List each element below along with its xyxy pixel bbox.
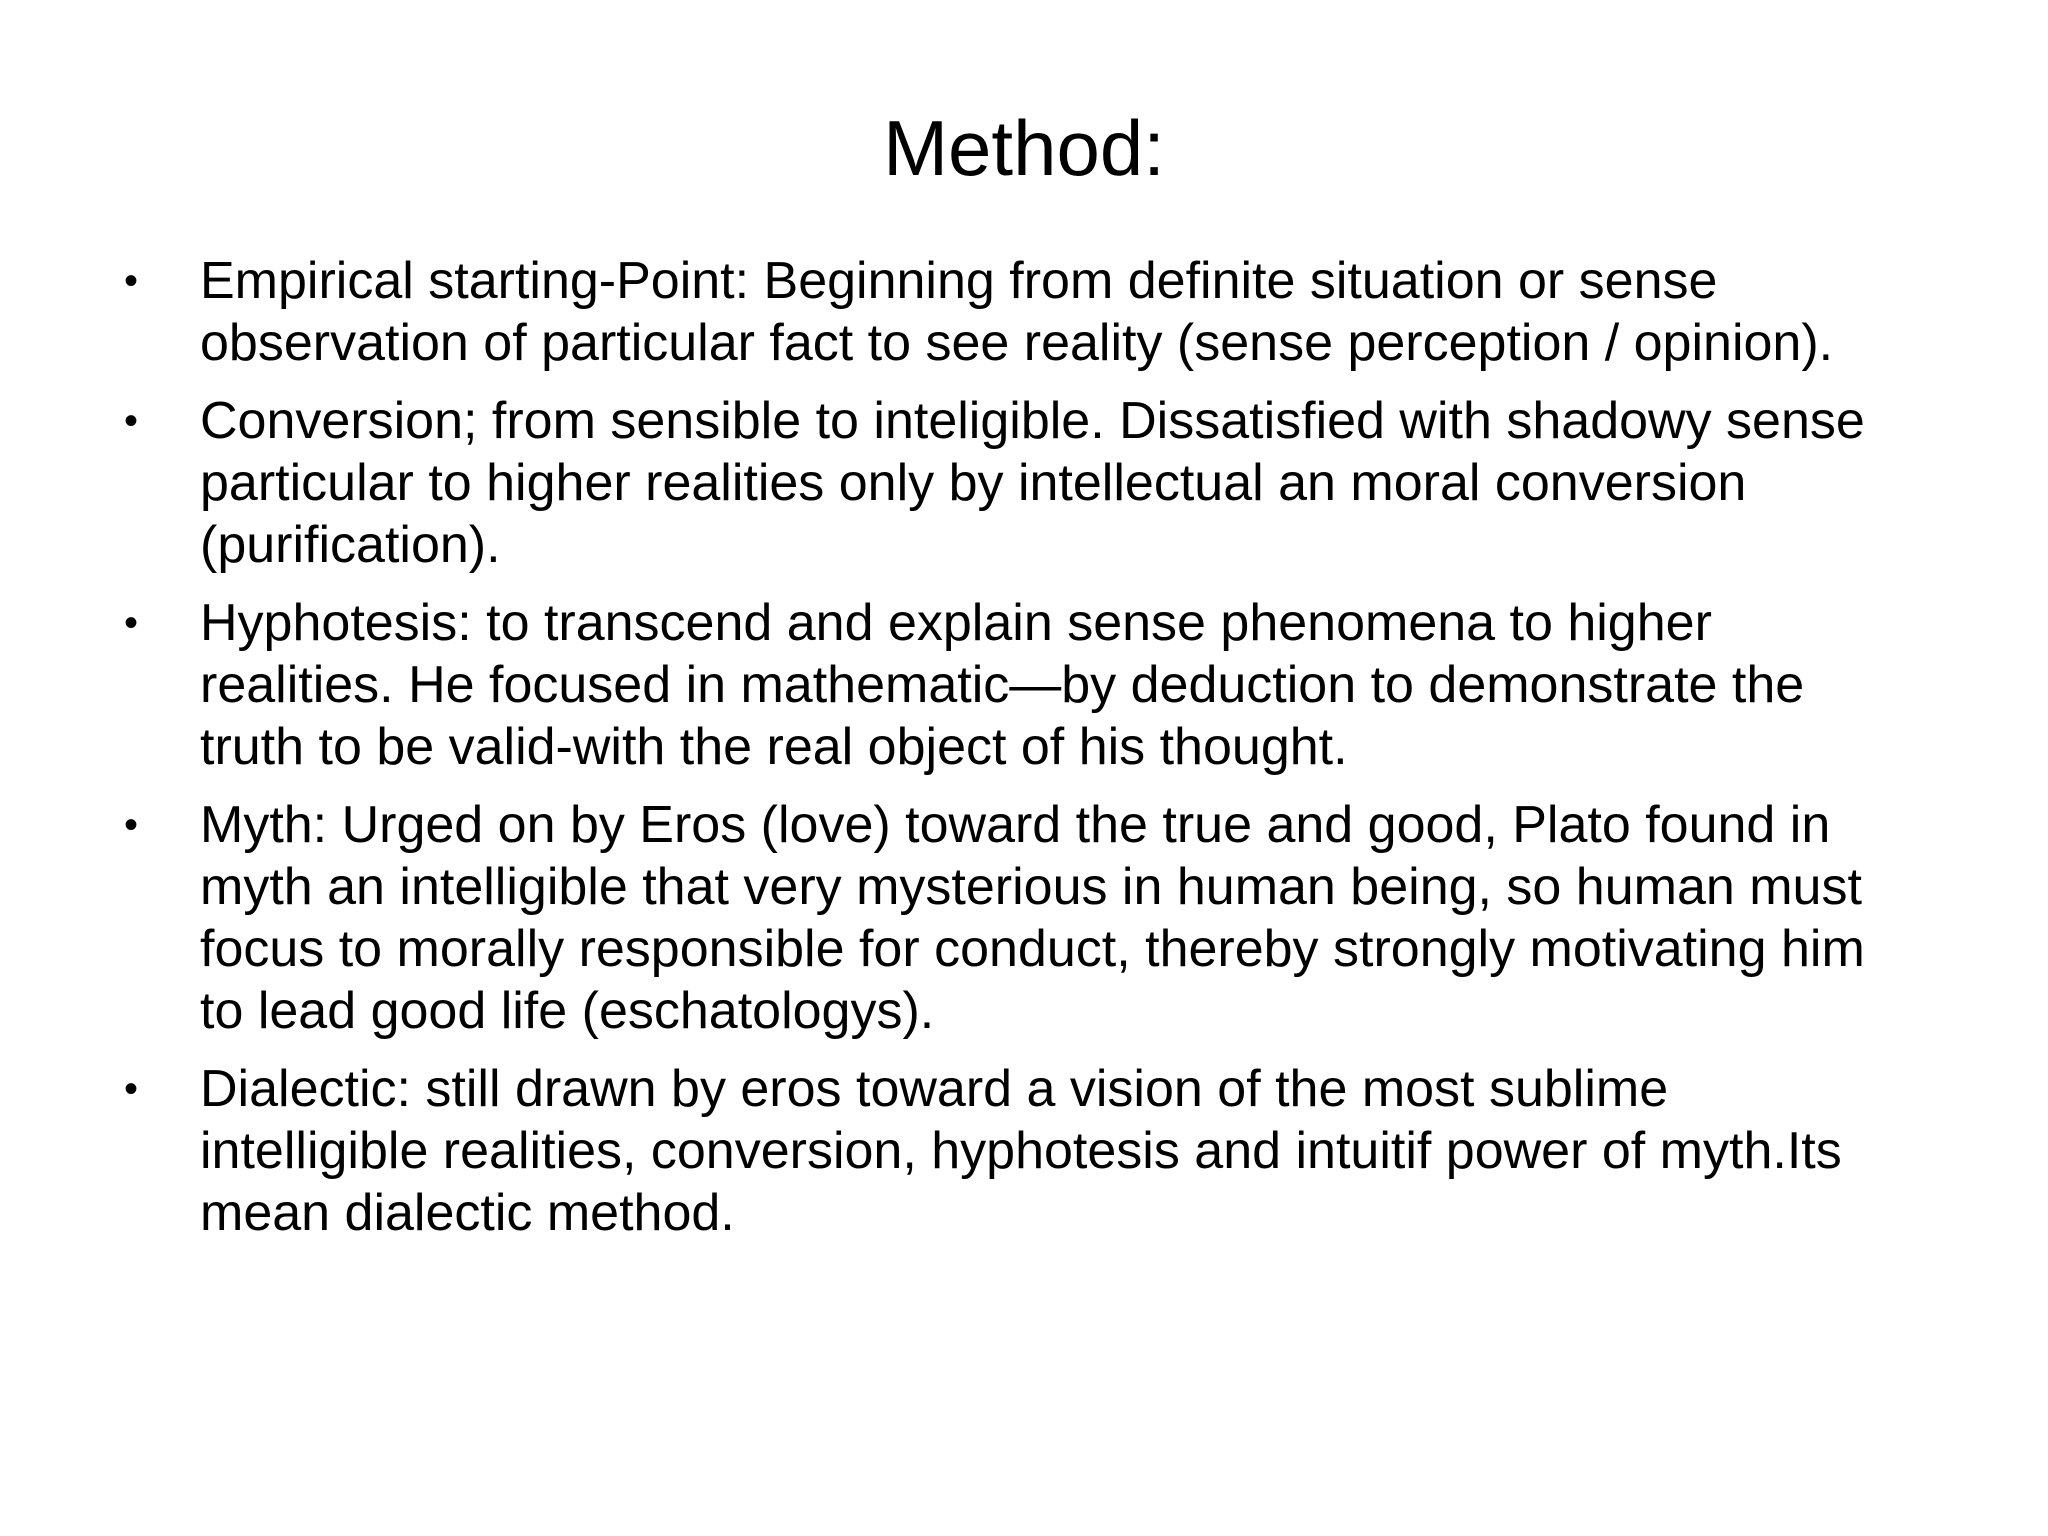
bullet-icon: • [124,1067,139,1111]
bullet-icon: • [124,399,139,443]
bullet-text: Myth: Urged on by Eros (love) toward the true and good, Plato found in myth an intelligible that very mysterious in human being, so human must focus to morally responsible for conduct, thereby strongly motivating him to lead good life (eschatologys). [200,796,1865,1040]
bullet-text: Conversion; from sensible to inteligible. Dissatisfied with shadowy sense particular to higher realities only by intellectual an moral conversion (purification). [200,392,1865,574]
bullet-icon: • [124,803,139,847]
bullet-item-hypothesis [120,592,1910,778]
bullet-icon: • [124,601,139,645]
bullet-item-myth [120,794,1910,1042]
bullet-list [120,250,1910,1260]
bullet-icon: • [124,259,139,303]
bullet-text: Empirical starting-Point: Beginning from definite situation or sense observation of particular fact to see reality (sense perception / opinion). [200,252,1834,372]
bullet-item-conversion [120,390,1910,576]
bullet-item-dialectic [120,1058,1910,1244]
bullet-item-empirical [120,250,1910,374]
slide-title: Method: [883,104,1165,192]
bullet-text: Dialectic: still drawn by eros toward a vision of the most sublime intelligible realities, conversion, hyphotesis and intuitif power of myth.Its mean dialectic method. [200,1060,1842,1242]
bullet-text: Hyphotesis: to transcend and explain sense phenomena to higher realities. He focused in mathematic—by deduction to demonstrate the truth to be valid-with the real object of his thought. [200,594,1805,776]
